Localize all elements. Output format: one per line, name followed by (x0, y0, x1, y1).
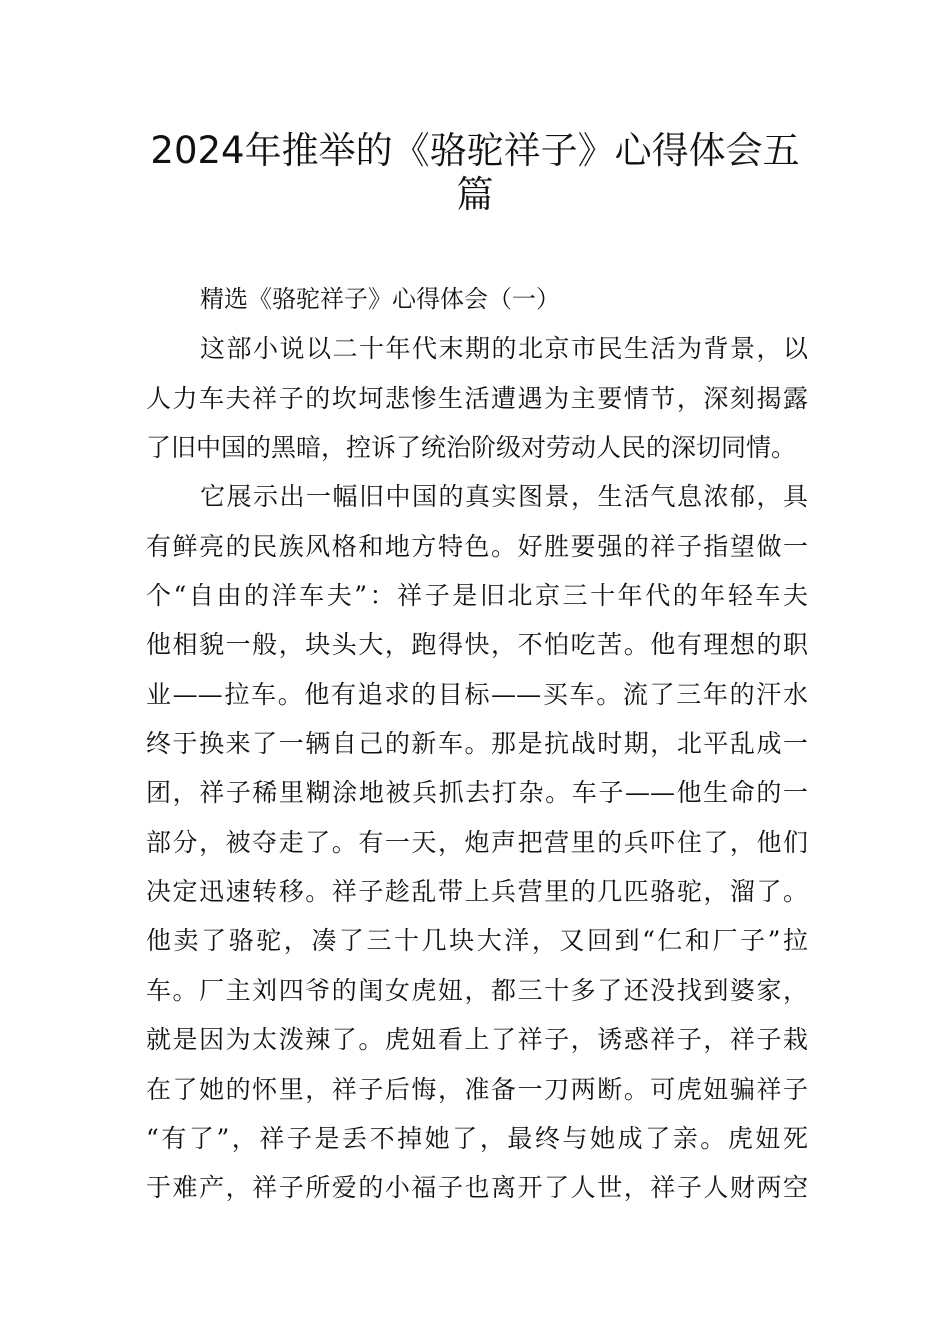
paragraph-line: 他相貌一般，块头大，跑得快，不怕吃苦。他有理想的职 (146, 630, 808, 660)
paragraph-line: 车。厂主刘四爷的闺女虎妞，都三十多了还没找到婆家， (146, 975, 808, 1005)
paragraph-line: 就是因为太泼辣了。虎妞看上了祥子，诱惑祥子，祥子栽 (146, 1025, 808, 1055)
paragraph-line: 团，祥子稀里糊涂地被兵抓去打杂。车子——他生命的一 (146, 778, 808, 808)
paragraph-line: 他卖了骆驼，凑了三十几块大洋，又回到“仁和厂子”拉 (146, 926, 808, 956)
paragraph-line: 终于换来了一辆自己的新车。那是抗战时期，北平乱成一 (146, 729, 808, 759)
document-title-line-2: 篇 (456, 173, 494, 216)
paragraph-line: 个“自由的洋车夫”：祥子是旧北京三十年代的年轻车夫 (146, 581, 808, 611)
paragraph-line: 人力车夫祥子的坎坷悲惨生活遭遇为主要情节，深刻揭露 (146, 383, 808, 413)
paragraph-line: 它展示出一幅旧中国的真实图景，生活气息浓郁，具 (200, 482, 808, 512)
paragraph-line: 决定迅速转移。祥子趁乱带上兵营里的几匹骆驼，溜了。 (146, 877, 808, 907)
paragraph-line: 于难产，祥子所爱的小福子也离开了人世，祥子人财两空 (146, 1173, 808, 1203)
paragraph-line: 有鲜亮的民族风格和地方特色。好胜要强的祥子指望做一 (146, 531, 808, 561)
document-body (146, 275, 808, 1213)
paragraph-line: 部分，被夺走了。有一天，炮声把营里的兵吓住了，他们 (146, 827, 808, 857)
paragraph-line: “有了”，祥子是丢不掉她了，最终与她成了亲。虎妞死 (146, 1123, 808, 1153)
paragraph-line: 这部小说以二十年代末期的北京市民生活为背景，以 (200, 334, 808, 364)
section-subheading: 精选《骆驼祥子》心得体会（一） (200, 285, 560, 313)
paragraph-line: 业——拉车。他有追求的目标——买车。流了三年的汗水 (146, 679, 808, 709)
paragraph-line: 在了她的怀里，祥子后悔，准备一刀两断。可虎妞骗祥子 (146, 1074, 808, 1104)
paragraph-line: 了旧中国的黑暗，控诉了统治阶级对劳动人民的深切同情。 (146, 433, 797, 463)
document-title-line-1: 2024年推举的《骆驼祥子》心得体会五 (150, 129, 800, 172)
